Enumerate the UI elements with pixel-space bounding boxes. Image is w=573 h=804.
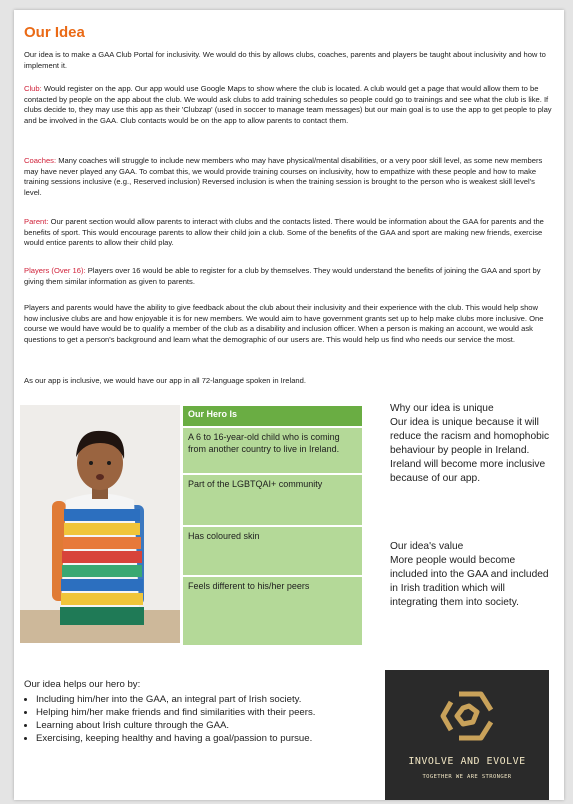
parent-label: Parent: xyxy=(24,217,49,226)
logo-box xyxy=(385,670,549,800)
coaches-text: Many coaches will struggle to include new members who may have physical/mental disabilities, or a very poor skill level, as some new members may have never played any GAA. To combat this, we would provide training courses on inclusivity, how to empathize with these people and how to make training sessions inclusive (e.g., Reserved inclusion) Reversed inclusion is when the training session is brought to the person who is weakest skill level's level. xyxy=(24,156,543,197)
list-item: • Including him/her into the GAA, an integral part of Irish society. xyxy=(36,693,369,706)
hero-row: Feels different to his/her peers xyxy=(183,575,362,645)
hero-table xyxy=(183,406,362,645)
feedback-paragraph: Players and parents would have the ability to give feedback about the club about their inclusivity and their experience with the club. This would help show how inclusive clubs are and how enjoyable it is for new members. We would aim to have government grants set up to help make clubs more inclusive. One course we would have would be to qualify a member of the club as a disability and inclusion officer. When a person is making an account, we would ask questions to get a person's background and learn what the demographic of our users are. This would help us find who needs our service the most. xyxy=(24,303,544,344)
club-paragraph xyxy=(24,84,554,126)
logo-tagline: TOGETHER WE ARE STRONGER xyxy=(422,774,512,780)
parent-text: Our parent section would allow parents to interact with clubs and the contacts listed. There would be information about the GAA for parents and the benefits of sport. This would encourage parents to allow their child join a club. Some of the benefits of the GAA and sport are making new friends, exercise would entice parents to allow their child play. xyxy=(24,217,544,248)
coaches-label: Coaches: xyxy=(24,156,57,165)
intro-paragraph: Our idea is to make a GAA Club Portal for inclusivity. We would do this by allows clubs, coaches, parents and players be taught about inclusivity and how to implement it. xyxy=(24,50,546,70)
club-label: Club: xyxy=(24,84,42,93)
list-item: • Exercising, keeping healthy and having a goal/passion to pursue. xyxy=(36,732,369,745)
languages-paragraph: As our app is inclusive, we would have our app in all 72-language spoken in Ireland. xyxy=(24,376,306,385)
coaches-paragraph xyxy=(24,156,554,198)
unique-section xyxy=(390,402,550,486)
child-illustration xyxy=(20,405,180,643)
players-text: Players over 16 would be able to register for a club by themselves. They would understand the benefits of joining the GAA and sport by giving them similar information as given to parents. xyxy=(24,266,541,286)
page-title: Our Idea xyxy=(24,24,85,41)
helps-intro: Our idea helps our hero by: xyxy=(24,679,141,690)
hero-row: Part of the LGBTQAI+ community xyxy=(183,473,362,525)
players-paragraph xyxy=(24,266,554,287)
value-heading: Our idea's value xyxy=(390,541,464,552)
parent-paragraph xyxy=(24,217,554,249)
hero-row: Has coloured skin xyxy=(183,525,362,575)
unique-heading: Why our idea is unique xyxy=(390,403,494,414)
logo-name: INVOLVE AND EVOLVE xyxy=(408,756,526,767)
unique-text: Our idea is unique because it will reduce the racism and homophobic behaviour by people in Ireland. Ireland will become more inclusive because of our app. xyxy=(390,417,550,484)
helps-section xyxy=(24,678,369,745)
helps-list xyxy=(24,693,369,745)
hero-row: A 6 to 16-year-old child who is coming from another country to live in Ireland. xyxy=(183,426,362,473)
value-text: More people would become included into the GAA and included in Irish tradition which will integrating them into society. xyxy=(390,555,549,608)
hero-table-header: Our Hero Is xyxy=(183,406,362,426)
players-label: Players (Over 16): xyxy=(24,266,86,275)
value-section xyxy=(390,540,550,610)
list-item: • Helping him/her make friends and find similarities with their peers. xyxy=(36,706,369,719)
document-page xyxy=(14,10,564,800)
involve-evolve-logo-icon xyxy=(385,670,549,754)
club-text: Would register on the app. Our app would use Google Maps to show where the club is located. A club would get a page that would allow them to be contacted by people on the app about the club. We would ask clubs to add training schedules so people could go to trainings and see what the club is like. If clubs decide to, they may use this app as their 'Clubzap' (used in soccer to manage team messages) but our main goal is to use the app to get people to play and be involved in the GAA. Club contacts would be on the app to allow parents to contact them. xyxy=(24,84,552,125)
list-item: • Learning about Irish culture through the GAA. xyxy=(36,719,369,732)
hero-child-photo xyxy=(20,405,180,643)
